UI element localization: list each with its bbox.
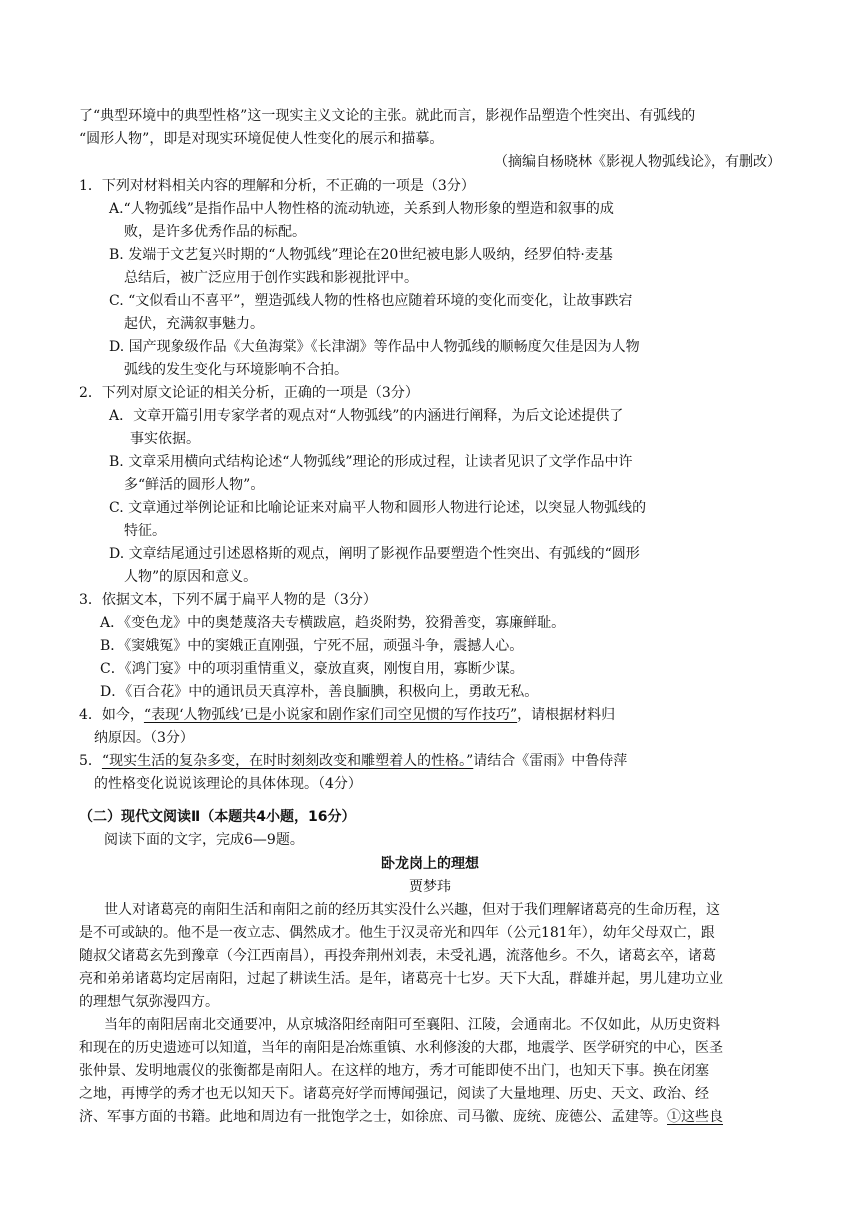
- paragraph-1-line: 随叔父诸葛玄先到豫章（今江西南昌），再投奔荆州刘表，未受礼遇，流落他乡。不久，诸葛玄卒，诸葛: [79, 948, 716, 964]
- q2-option-c: C. 文章通过举例论证和比喻论证来对扁平人物和圆形人物进行论述，以突显人物弧线的: [109, 500, 647, 516]
- question-4-cont: 纳原因。（3分）: [94, 730, 194, 746]
- paragraph-1-line: 是不可或缺的。他不是一夜立志、偶然成才。他生于汉灵帝光和四年（公元181年），幼年父母双亡，跟: [79, 925, 715, 941]
- q5-underlined-quote: “现实生活的复杂多变，在时时刻刻改变和雕塑着人的性格。”: [101, 753, 474, 769]
- q1-option-c: C. “文似看山不喜平”，塑造弧线人物的性格也应随着环境的变化而变化，让故事跌宕: [109, 293, 633, 309]
- paragraph-1-line: 的理想气氛弥漫四方。: [79, 994, 219, 1010]
- q5-prefix: 5．: [79, 753, 102, 769]
- paragraph-1-line: 世人对诸葛亮的南阳生活和南阳之前的经历其实没什么兴趣，但对于我们理解诸葛亮的生命历程，这: [104, 902, 720, 918]
- underlined-sentence-1: ①这些良: [667, 1109, 723, 1125]
- reading-instruction: 阅读下面的文字，完成6—9题。: [104, 832, 304, 848]
- q2-option-b: B. 文章采用横向式结构论述“人物弧线”理论的形成过程，让读者见识了文学作品中许: [109, 454, 633, 470]
- article-author: 贾梦玮: [409, 879, 451, 895]
- paragraph-2-line: [79, 1107, 723, 1127]
- question-1-stem: 1．下列对材料相关内容的理解和分析，不正确的一项是（3分）: [79, 178, 475, 194]
- question-2-stem: 2．下列对原文论证的相关分析，正确的一项是（3分）: [79, 385, 419, 401]
- question-5-cont: 的性格变化说说该理论的具体体现。（4分）: [94, 776, 362, 792]
- section-heading: （二）现代文阅读Ⅱ（本题共4小题，16分）: [79, 809, 356, 825]
- q1-option-a: A.“人物弧线”是指作品中人物性格的流动轨迹，关系到人物形象的塑造和叙事的成: [109, 201, 614, 217]
- q1-option-a-cont: 败，是许多优秀作品的标配。: [124, 224, 306, 240]
- q3-option-c: C．《鸿门宴》中的项羽重情重义，豪放直爽，刚愎自用，寡断少谋。: [100, 661, 524, 677]
- q1-option-d-cont: 弧线的发生变化与环境影响不合拍。: [124, 362, 348, 378]
- q2-option-b-cont: 多“鲜活的圆形人物”。: [124, 477, 265, 493]
- question-5-stem: [79, 751, 627, 771]
- q2-option-a: A．文章开篇引用专家学者的观点对“人物弧线”的内涵进行阐释，为后文论述提供了: [109, 408, 624, 424]
- paragraph-2-line: 当年的南阳居南北交通要冲，从京城洛阳经南阳可至襄阳、江陵，会通南北。不仅如此，从历史资料: [104, 1017, 720, 1033]
- q1-option-b-cont: 总结后，被广泛应用于创作实践和影视批评中。: [124, 270, 418, 286]
- paragraph-2-last-text: 济、军事方面的书籍。此地和周边有一批饱学之士，如徐庶、司马徽、庞统、庞德公、孟建等。: [79, 1109, 667, 1125]
- paragraph-2-line: 张仲景、发明地震仪的张衡都是南阳人。在这样的地方，秀才可能即使不出门，也知天下事。换在闭塞: [79, 1063, 709, 1079]
- question-3-stem: 3．依据文本，下列不属于扁平人物的是（3分）: [79, 592, 377, 608]
- q4-prefix: 4．如今，: [79, 707, 144, 723]
- q4-suffix: ，请根据材料归: [517, 707, 616, 723]
- q2-option-d: D. 文章结尾通过引述恩格斯的观点，阐明了影视作品要塑造个性突出、有弧线的“圆形: [109, 546, 640, 562]
- q4-underlined-quote: “表现‘人物弧线’已是小说家和剧作家们司空见惯的写作技巧”: [143, 707, 518, 723]
- intro-line-2: “圆形人物”，即是对现实环境促使人性变化的展示和描摹。: [79, 131, 444, 147]
- q2-option-a-cont: 事实依据。: [130, 431, 200, 447]
- paragraph-2-line: 之地，再博学的秀才也无以知天下。诸葛亮好学而博闻强记，阅读了大量地理、历史、天文、政治、经: [79, 1086, 709, 1102]
- q2-option-d-cont: 人物”的原因和意义。: [124, 569, 258, 585]
- q2-option-c-cont: 特征。: [124, 523, 166, 539]
- paragraph-1-line: 亮和弟弟诸葛均定居南阳，过起了耕读生活。是年，诸葛亮十七岁。天下大乱，群雄并起，男儿建功立业: [79, 971, 723, 987]
- q5-suffix: 请结合《雷雨》中鲁侍萍: [473, 753, 628, 769]
- intro-line-1: 了“典型环境中的典型性格”这一现实主义文论的主张。就此而言，影视作品塑造个性突出、有弧线的: [79, 108, 696, 124]
- source-citation: （摘编自杨晓林《影视人物弧线论》，有删改）: [494, 154, 781, 170]
- q1-option-b: B. 发端于文艺复兴时期的“人物弧线”理论在20世纪被电影人吸纳，经罗伯特·麦基: [109, 247, 613, 263]
- paragraph-2-line: 和现在的历史遗迹可以知道，当年的南阳是冶炼重镇、水利修浚的大郡，地震学、医学研究的中心，医圣: [79, 1040, 723, 1056]
- article-title: 卧龙岗上的理想: [381, 856, 479, 872]
- q1-option-c-cont: 起伏，充满叙事魅力。: [124, 316, 264, 332]
- q3-option-a: A．《变色龙》中的奥楚蔑洛夫专横跋扈，趋炎附势，狡猾善变，寡廉鲜耻。: [100, 615, 566, 631]
- q3-option-d: D．《百合花》中的通讯员天真淳朴，善良腼腆，积极向上，勇敢无私。: [100, 684, 539, 700]
- question-4-stem: [79, 705, 615, 725]
- q3-option-b: B．《窦娥冤》中的窦娥正直刚强，宁死不屈，顽强斗争，震撼人心。: [100, 638, 524, 654]
- q1-option-d: D. 国产现象级作品《大鱼海棠》《长津湖》等作品中人物弧线的顺畅度欠佳是因为人物: [109, 339, 640, 355]
